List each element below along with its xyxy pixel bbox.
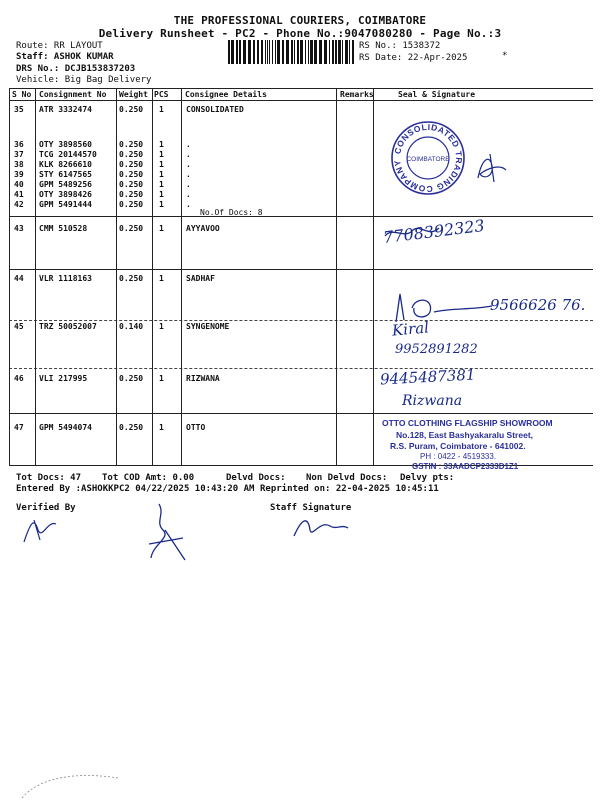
row-consignment-no: OTY 3898426 bbox=[39, 190, 92, 199]
staff-signature-label: Staff Signature bbox=[270, 503, 352, 513]
row-consignee: . bbox=[186, 150, 191, 159]
faint-arc-mark bbox=[20, 772, 120, 800]
row-consignee: . bbox=[186, 170, 191, 179]
row-weight: 0.250 bbox=[119, 374, 144, 383]
handwritten-phone-row46: 9445487381 bbox=[379, 365, 476, 389]
row-sno: 38 bbox=[14, 160, 24, 169]
row-pcs: 1 bbox=[159, 322, 164, 331]
row-weight: 0.250 bbox=[119, 105, 144, 114]
handwritten-phone-row43: 7708392323 bbox=[382, 215, 486, 248]
company-title: THE PROFESSIONAL COURIERS, COIMBATORE bbox=[173, 14, 427, 27]
staff-label: Staff: ASHOK KUMAR bbox=[16, 52, 114, 62]
col-weight: Weight bbox=[119, 90, 148, 99]
col-consignee: Consignee Details bbox=[185, 90, 267, 99]
row-consignee: . bbox=[186, 180, 191, 189]
row-weight: 0.250 bbox=[119, 190, 144, 199]
row-consignment-no: GPM 5489256 bbox=[39, 180, 92, 189]
row-consignee: . bbox=[186, 200, 191, 209]
row-pcs: 1 bbox=[159, 160, 164, 169]
row-sno: 40 bbox=[14, 180, 24, 189]
otto-stamp-line5: GSTIN : 33AADCP2333D1Z1 bbox=[412, 462, 519, 471]
row-weight: 0.250 bbox=[119, 170, 144, 179]
row-consignee: RIZWANA bbox=[186, 374, 220, 383]
row-consignment-no: VLI 217995 bbox=[39, 374, 88, 383]
route-label: Route: RR LAYOUT bbox=[16, 41, 103, 51]
row-consignment-no: STY 6147565 bbox=[39, 170, 92, 179]
consolidated-seal-stamp bbox=[388, 120, 468, 196]
svg-text:COIMBATORE: COIMBATORE bbox=[406, 156, 450, 163]
row-consignment-no: CMM 510528 bbox=[39, 224, 88, 233]
col-remarks: Remarks bbox=[340, 90, 374, 99]
row-pcs: 1 bbox=[159, 190, 164, 199]
rs-date: RS Date: 22-Apr-2025 bbox=[359, 53, 468, 63]
svg-text:CONSOLIDATED TRADING COMPANY: CONSOLIDATED TRADING COMPANY bbox=[391, 121, 465, 195]
row-consignee: SADHAF bbox=[186, 274, 215, 283]
row-sno: 44 bbox=[14, 274, 24, 283]
col-pcs: PCS bbox=[154, 90, 169, 99]
col-consignment: Consignment No bbox=[39, 90, 107, 99]
row-consignment-no: OTY 3898560 bbox=[39, 140, 92, 149]
row-weight: 0.250 bbox=[119, 140, 144, 149]
row-sno: 39 bbox=[14, 170, 24, 179]
row-pcs: 1 bbox=[159, 180, 164, 189]
no-of-docs: No.Of Docs: 8 bbox=[200, 208, 263, 217]
row-consignment-no: GPM 5491444 bbox=[39, 200, 92, 209]
row-weight: 0.250 bbox=[119, 224, 144, 233]
row-pcs: 1 bbox=[159, 140, 164, 149]
staff-signature-scribble bbox=[145, 500, 189, 564]
non-delivered-docs: Non Delvd Docs: bbox=[306, 473, 388, 483]
delivery-points: Delvy pts: bbox=[400, 473, 455, 483]
handwritten-phone-row44: 9566626 76. bbox=[490, 296, 586, 314]
handwritten-phone-row45: 9952891282 bbox=[395, 342, 478, 357]
handwritten-signature bbox=[470, 148, 510, 188]
row-consignee: OTTO bbox=[186, 423, 206, 432]
row-weight: 0.250 bbox=[119, 160, 144, 169]
barcode bbox=[228, 40, 356, 64]
vehicle-label: Vehicle: Big Bag Delivery bbox=[16, 75, 152, 85]
scribble-strike-icon bbox=[383, 224, 443, 242]
row-consignment-no: TRZ 50052007 bbox=[39, 322, 97, 331]
row-weight: 0.140 bbox=[119, 322, 144, 331]
delivered-docs: Delvd Docs: bbox=[226, 473, 286, 483]
row-sno: 46 bbox=[14, 374, 24, 383]
otto-stamp-line3: R.S. Puram, Coimbatore - 641002. bbox=[390, 441, 526, 451]
row-consignee: AYYAVOO bbox=[186, 224, 220, 233]
row-sno: 42 bbox=[14, 200, 24, 209]
row-pcs: 1 bbox=[159, 224, 164, 233]
row-weight: 0.250 bbox=[119, 200, 144, 209]
handwritten-name-row46: Rizwana bbox=[402, 393, 463, 409]
total-docs: Tot Docs: 47 bbox=[16, 473, 82, 483]
row-consignee: . bbox=[186, 140, 191, 149]
otto-stamp-line1: OTTO CLOTHING FLAGSHIP SHOWROOM bbox=[382, 418, 553, 428]
asterisk-mark: * bbox=[502, 51, 508, 61]
entered-by: Entered By :ASHOKKPC2 04/22/2025 10:43:20 AM bbox=[16, 484, 255, 494]
otto-stamp-line2: No.128, East Bashyakaralu Street, bbox=[396, 430, 534, 440]
otto-stamp-line4: PH : 0422 - 4519333. bbox=[420, 452, 497, 461]
row-weight: 0.250 bbox=[119, 423, 144, 432]
row-pcs: 1 bbox=[159, 150, 164, 159]
drs-number: DRS No.: DCJB153837203 bbox=[16, 64, 136, 74]
row-consignee: SYNGENOME bbox=[186, 322, 230, 331]
row-pcs: 1 bbox=[159, 374, 164, 383]
row-consignment-no: VLR 1118163 bbox=[39, 274, 92, 283]
col-seal-signature: Seal & Signature bbox=[398, 90, 476, 99]
runsheet-table bbox=[9, 88, 593, 465]
verified-by-label: Verified By bbox=[16, 503, 76, 513]
col-sno: S No bbox=[12, 90, 32, 99]
row-sno: 47 bbox=[14, 423, 24, 432]
row-pcs: 1 bbox=[159, 274, 164, 283]
row-weight: 0.250 bbox=[119, 274, 144, 283]
row-pcs: 1 bbox=[159, 170, 164, 179]
row-pcs: 1 bbox=[159, 105, 164, 114]
rs-number: RS No.: 1538372 bbox=[359, 41, 441, 51]
row-consignment-no: ATR 3332474 bbox=[39, 105, 92, 114]
staff-signature bbox=[290, 510, 350, 540]
row-sno: 41 bbox=[14, 190, 24, 199]
runsheet-subtitle: Delivery Runsheet - PC2 - Phone No.:9047080280 - Page No.:3 bbox=[98, 27, 502, 40]
row-consignment-no: GPM 5494074 bbox=[39, 423, 92, 432]
reprinted-on: Reprinted on: 22-04-2025 10:45:11 bbox=[260, 484, 439, 494]
row-consignee: . bbox=[186, 190, 191, 199]
row-weight: 0.250 bbox=[119, 150, 144, 159]
handwritten-name-row45: Kiral bbox=[391, 318, 430, 340]
row-sno: 43 bbox=[14, 224, 24, 233]
row-weight: 0.250 bbox=[119, 180, 144, 189]
verified-by-signature bbox=[20, 510, 60, 546]
row-sno: 36 bbox=[14, 140, 24, 149]
row-consignment-no: TCG 20144570 bbox=[39, 150, 97, 159]
row-consignment-no: KLK 8266610 bbox=[39, 160, 92, 169]
row-sno: 35 bbox=[14, 105, 24, 114]
row-pcs: 1 bbox=[159, 423, 164, 432]
row-consignee: . bbox=[186, 160, 191, 169]
row-consignee: CONSOLIDATED bbox=[186, 105, 244, 114]
row-sno: 45 bbox=[14, 322, 24, 331]
row-sno: 37 bbox=[14, 150, 24, 159]
row-pcs: 1 bbox=[159, 200, 164, 209]
total-cod-amount: Tot COD Amt: 0.00 bbox=[102, 473, 195, 483]
